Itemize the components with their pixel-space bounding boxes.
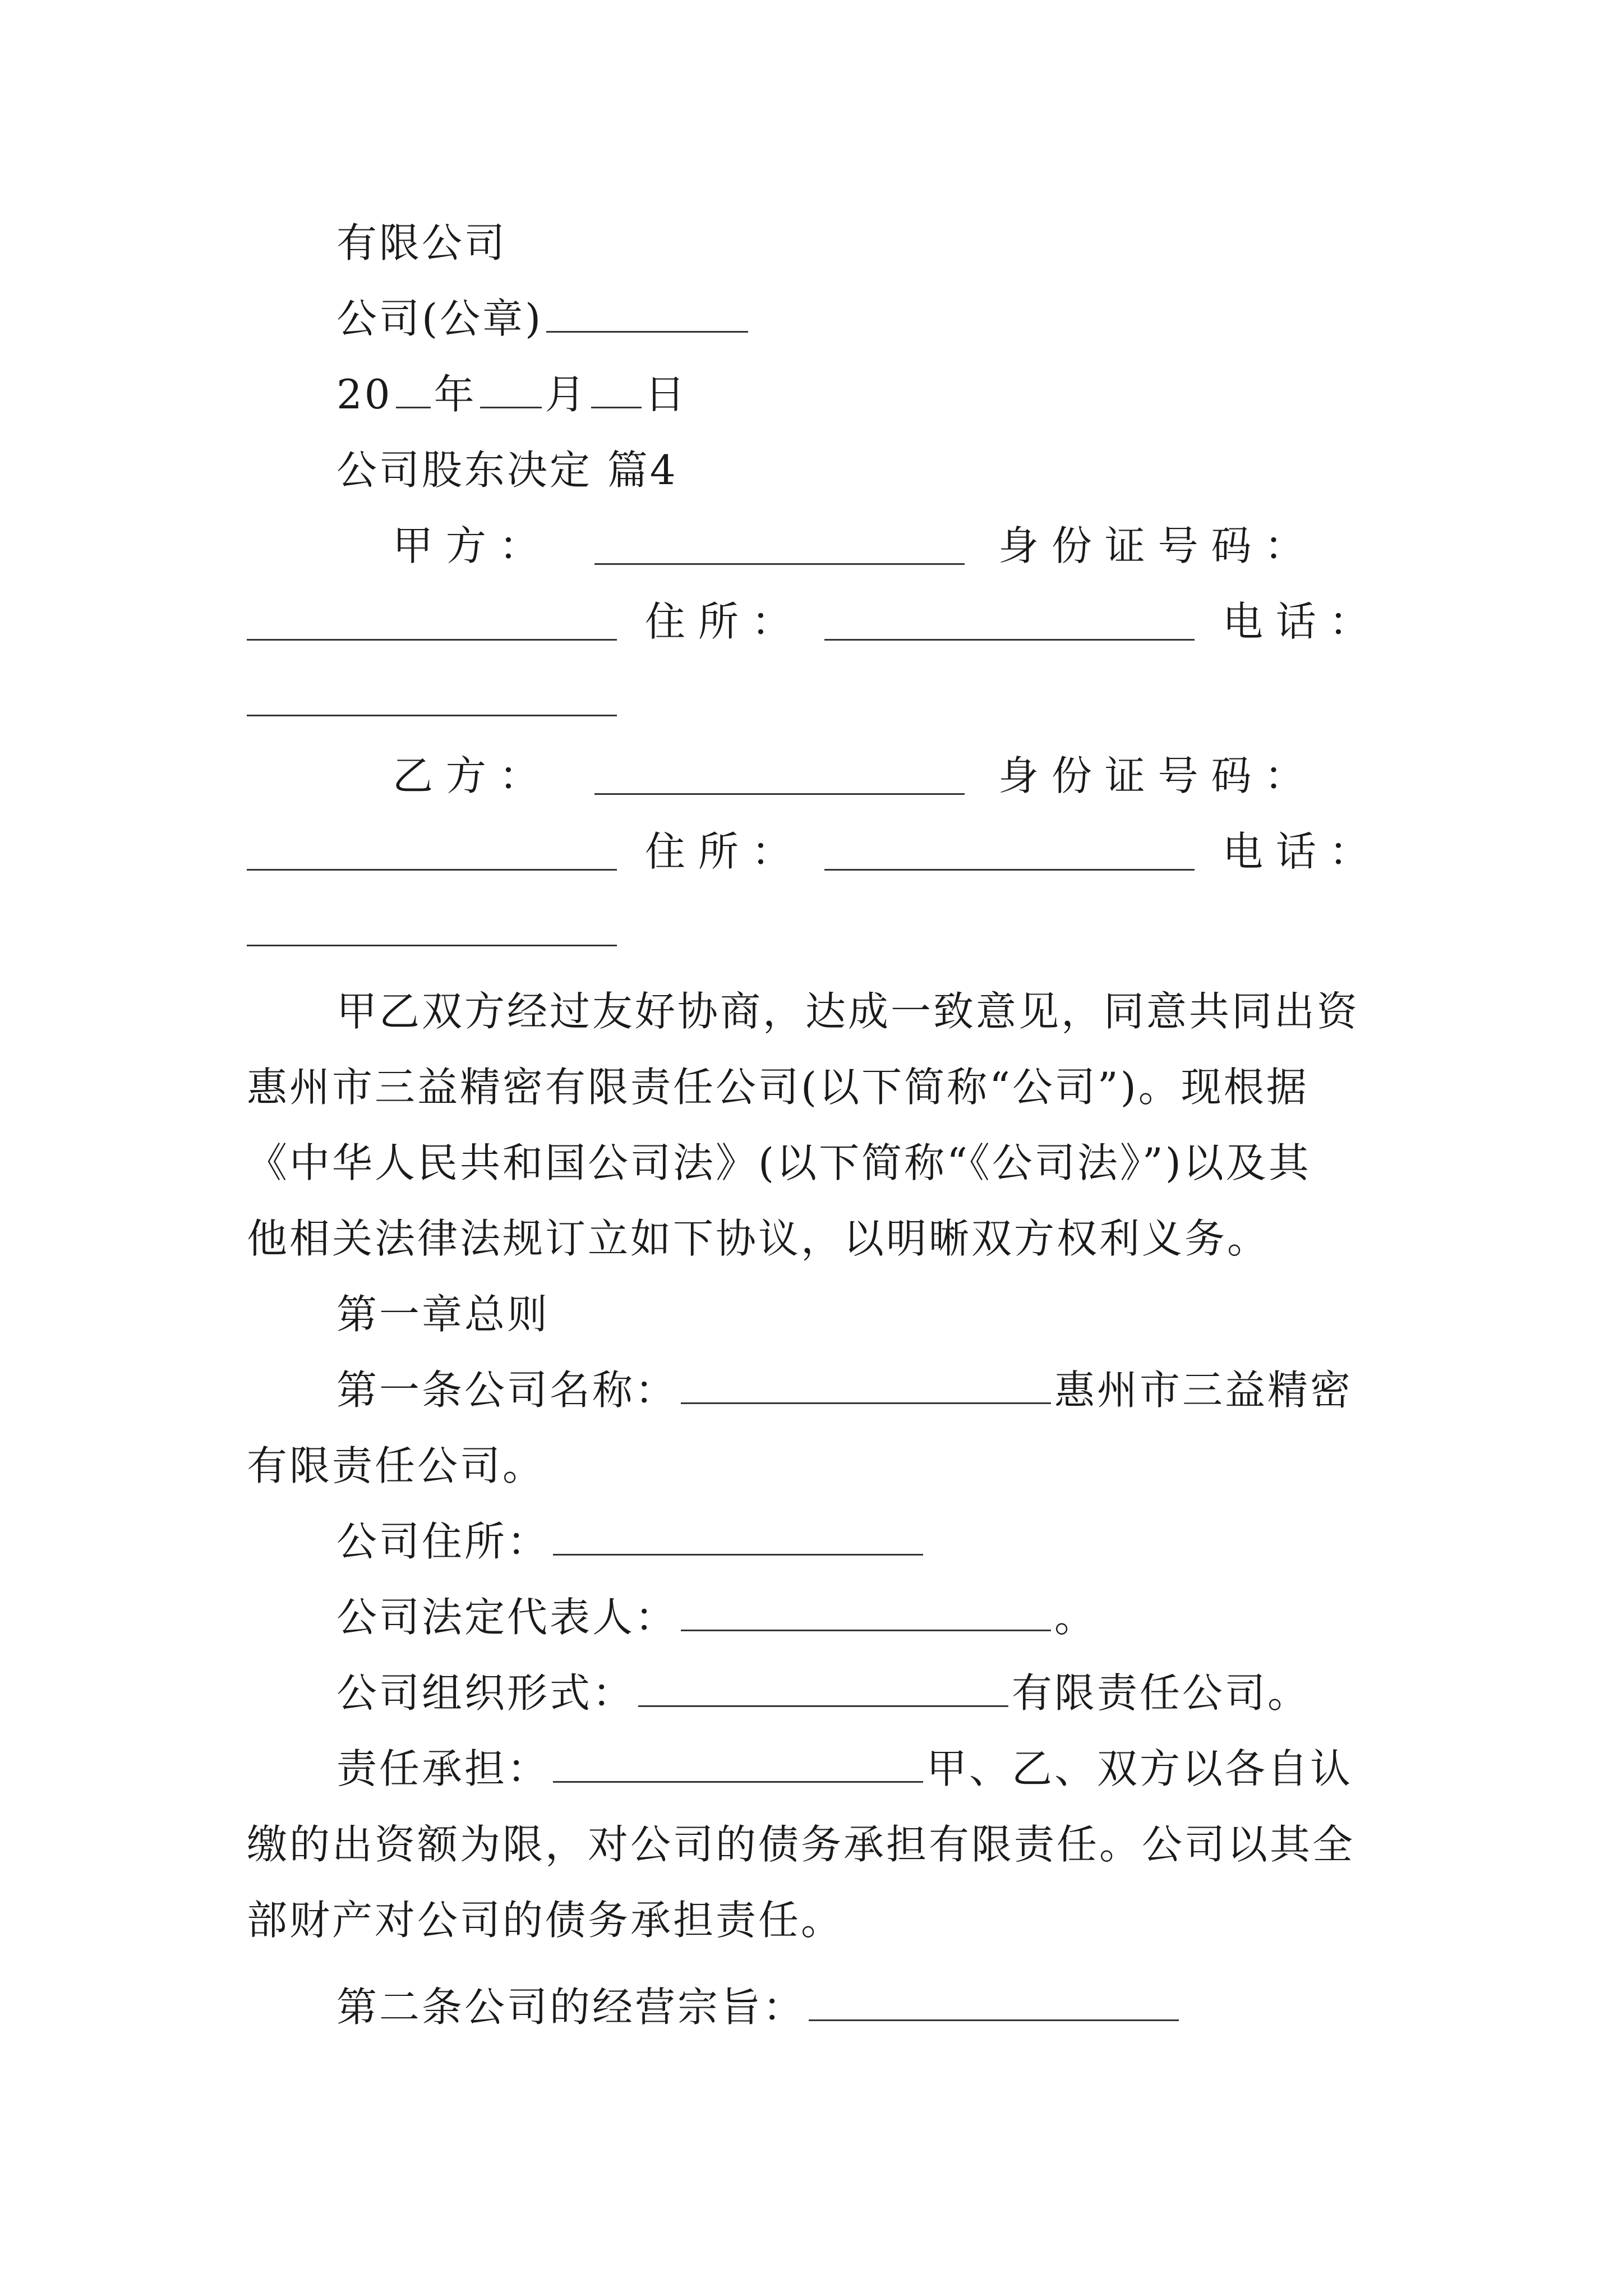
party-a-phone-text: 电 话 ： xyxy=(1223,598,1370,645)
paragraph-line xyxy=(247,1212,1270,1266)
company-seal-label: 公司(公章) xyxy=(336,295,543,342)
legal-rep-blank[interactable] xyxy=(681,1593,1051,1631)
party-b-id-label xyxy=(998,749,1304,803)
party-a-label xyxy=(393,519,540,573)
year-blank[interactable] xyxy=(396,370,431,408)
party-a-name-blank[interactable] xyxy=(594,561,965,565)
party-b-phone-blank[interactable] xyxy=(247,942,617,946)
residence-line xyxy=(336,1515,926,1568)
residence-blank[interactable] xyxy=(553,1517,923,1556)
liability-cont-line xyxy=(247,1893,843,1947)
year-prefix: 20 xyxy=(336,371,393,418)
paragraph-text-1: 甲乙双方经过友好协商，达成一致意见，同意共同出资 xyxy=(336,988,1360,1035)
article1-cont-line xyxy=(247,1439,545,1493)
party-b-text: 乙 方 ： xyxy=(393,752,540,799)
party-b-phone-text: 电 话 ： xyxy=(1223,828,1370,875)
section-heading-text: 公司股东决定 篇4 xyxy=(336,447,678,494)
article1-text: 惠州市三益精密 xyxy=(1054,1366,1353,1414)
article1-label: 第一条公司名称： xyxy=(336,1366,678,1414)
party-b-address-blank[interactable] xyxy=(824,867,1195,871)
purpose-blank[interactable] xyxy=(809,1982,1179,2021)
day-blank[interactable] xyxy=(591,370,642,408)
party-b-name-blank[interactable] xyxy=(594,791,965,795)
party-b-id-blank[interactable] xyxy=(247,867,617,871)
liability-cont-text-1: 缴的出资额为限，对公司的债务承担有限责任。公司以其全 xyxy=(247,1821,1355,1868)
liability-label: 责任承担： xyxy=(336,1745,550,1792)
company-seal-line xyxy=(336,292,751,346)
party-a-address-label xyxy=(645,595,792,648)
paragraph-line xyxy=(336,984,1359,1038)
party-a-id-text: 身 份 证 号 码 ： xyxy=(998,522,1305,569)
paragraph-text-3: 《中华人民共和国公司法》(以下简称“《公司法》”)以及其 xyxy=(247,1139,1311,1186)
seal-blank[interactable] xyxy=(546,294,748,333)
paragraph-line xyxy=(247,1060,1309,1114)
legal-rep-period: 。 xyxy=(1054,1594,1098,1641)
party-b-id-text: 身 份 证 号 码 ： xyxy=(998,752,1305,799)
org-form-blank[interactable] xyxy=(638,1668,1008,1707)
residence-label: 公司住所： xyxy=(336,1518,550,1565)
chapter-heading-text: 第一章总则 xyxy=(336,1291,550,1338)
party-a-phone-blank[interactable] xyxy=(247,712,617,716)
party-b-address-label xyxy=(645,825,792,878)
article1-cont-text: 有限责任公司。 xyxy=(247,1442,546,1489)
year-label: 年 xyxy=(434,371,477,418)
company-suffix-text: 有限公司 xyxy=(336,219,508,266)
liability-cont-line xyxy=(247,1818,1355,1871)
article2-line xyxy=(336,1980,1182,2034)
date-line xyxy=(336,367,688,421)
liability-cont-text-2: 部财产对公司的债务承担责任。 xyxy=(247,1897,844,1944)
liability-text: 甲、乙、双方以各自认 xyxy=(926,1745,1353,1792)
paragraph-line xyxy=(247,1136,1311,1190)
liability-blank[interactable] xyxy=(553,1744,923,1783)
legal-rep-label: 公司法定代表人： xyxy=(336,1594,678,1641)
company-name-blank[interactable] xyxy=(681,1365,1051,1404)
company-suffix-line xyxy=(336,216,507,270)
month-blank[interactable] xyxy=(480,370,542,408)
party-b-address-text: 住 所 ： xyxy=(645,828,792,875)
org-form-line xyxy=(336,1666,1310,1720)
party-a-address-blank[interactable] xyxy=(824,637,1195,641)
org-form-label: 公司组织形式： xyxy=(336,1669,635,1717)
legal-rep-line xyxy=(336,1590,1097,1644)
paragraph-text-2: 惠州市三益精密有限责任公司(以下简称“公司”)。现根据 xyxy=(247,1064,1309,1111)
article2-label: 第二条公司的经营宗旨： xyxy=(336,1984,806,2031)
month-label: 月 xyxy=(545,371,588,418)
party-a-text: 甲 方 ： xyxy=(393,522,540,569)
liability-line xyxy=(336,1742,1353,1796)
party-a-address-text: 住 所 ： xyxy=(645,598,792,645)
party-a-phone-label xyxy=(1223,595,1370,648)
day-label: 日 xyxy=(644,371,688,418)
article1-line xyxy=(336,1363,1353,1417)
section-heading xyxy=(336,443,678,497)
party-a-id-blank[interactable] xyxy=(247,637,617,641)
chapter-heading xyxy=(336,1287,550,1341)
party-b-phone-label xyxy=(1223,825,1370,878)
party-a-id-label xyxy=(998,519,1304,573)
org-form-text: 有限责任公司。 xyxy=(1012,1669,1311,1717)
paragraph-text-4: 他相关法律法规订立如下协议，以明晰双方权利义务。 xyxy=(247,1215,1270,1262)
party-b-label xyxy=(393,749,540,803)
